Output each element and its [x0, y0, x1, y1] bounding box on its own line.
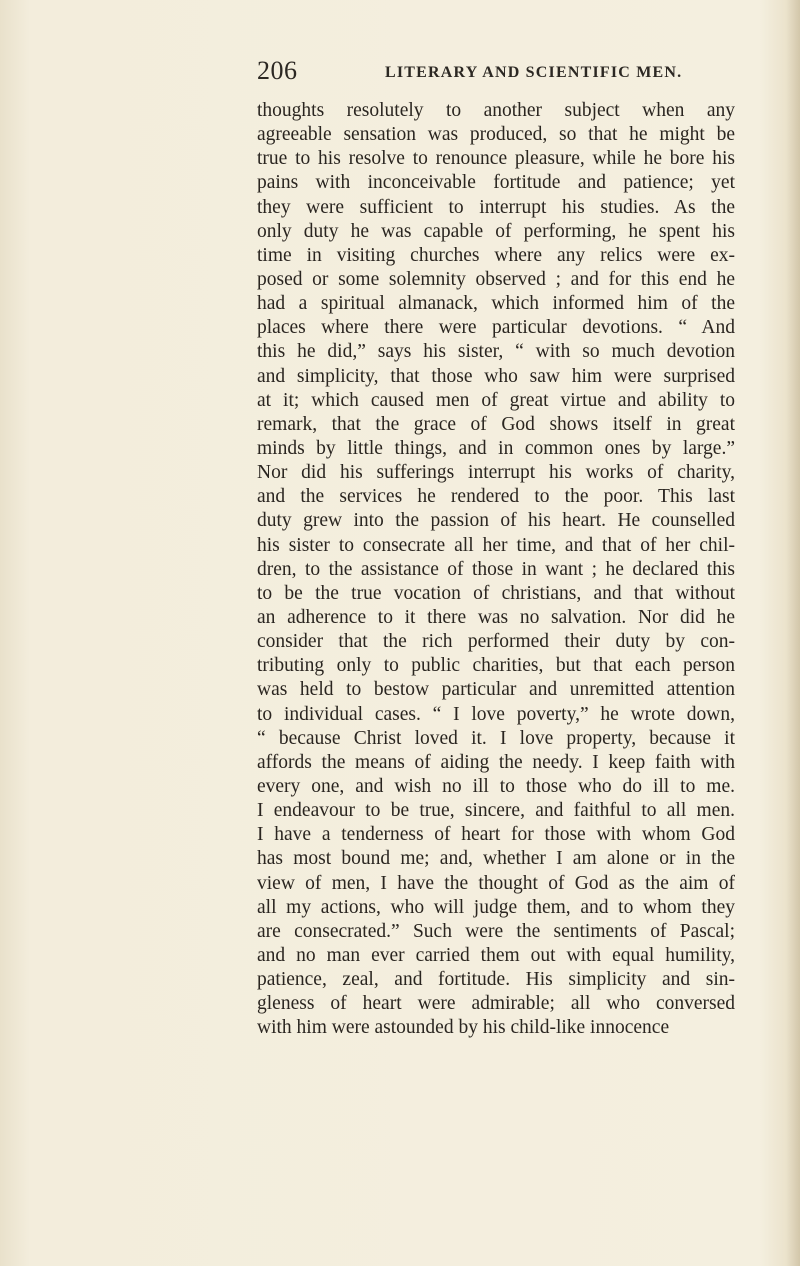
text-line: to be the true vocation of christians, and that without: [257, 582, 735, 604]
text-line: Nor did his sufferings interrupt his works of charity,: [257, 462, 735, 484]
text-line: to individual cases. “ I love poverty,” he wrote down,: [257, 703, 735, 725]
text-line: his sister to consecrate all her time, and that of her chil-: [257, 534, 735, 556]
text-line: agreeable sensation was produced, so that he might be: [257, 124, 735, 146]
text-line: consider that the rich performed their duty by con-: [257, 631, 735, 653]
text-line: affords the means of aiding the needy. I keep faith with: [257, 751, 735, 773]
text-line: time in visiting churches where any relics were ex-: [257, 244, 735, 266]
text-line: minds by little things, and in common ones by large.”: [257, 437, 735, 459]
text-line: has most bound me; and, whether I am alone or in the: [257, 848, 735, 870]
text-line: are consecrated.” Such were the sentiments of Pascal;: [257, 920, 735, 942]
text-line: true to his resolve to renounce pleasure, while he bore his: [257, 148, 735, 170]
text-line: I have a tenderness of heart for those with whom God: [257, 824, 735, 846]
text-line: places where there were particular devotions. “ And: [257, 317, 735, 339]
text-line: all my actions, who will judge them, and to whom they: [257, 896, 735, 918]
text-line: pains with inconceivable fortitude and patience; yet: [257, 172, 735, 194]
text-line: with him were astounded by his child-like innocence: [257, 1017, 670, 1039]
text-line: had a spiritual almanack, which informed him of the: [257, 293, 735, 315]
text-line: at it; which caused men of great virtue and ability to: [257, 389, 735, 411]
text-line: and simplicity, that those who saw him were surprised: [257, 365, 735, 387]
text-line: only duty he was capable of performing, he spent his: [257, 220, 735, 242]
text-line: and the services he rendered to the poor. This last: [257, 486, 735, 508]
text-line: this he did,” says his sister, “ with so much devotion: [257, 341, 735, 363]
page-header: [0, 56, 800, 86]
page-edge-shadow: [786, 0, 800, 1266]
text-line: duty grew into the passion of his heart. He counselled: [257, 510, 735, 532]
text-line: patience, zeal, and fortitude. His simplicity and sin-: [257, 969, 735, 991]
text-line: posed or some solemnity observed ; and for this end he: [257, 268, 735, 290]
body-text: [257, 99, 735, 1040]
text-line: tributing only to public charities, but that each person: [257, 655, 735, 677]
text-line: remark, that the grace of God shows itself in great: [257, 413, 735, 435]
page-number: 206: [257, 56, 298, 85]
text-line: they were sufficient to interrupt his studies. As the: [257, 196, 735, 218]
text-line: an adherence to it there was no salvation. Nor did he: [257, 606, 735, 628]
text-line: “ because Christ loved it. I love property, because it: [257, 727, 735, 749]
text-line: I endeavour to be true, sincere, and faithful to all men.: [257, 800, 735, 822]
text-line: and no man ever carried them out with equal humility,: [257, 944, 735, 966]
text-line: view of men, I have the thought of God as the aim of: [257, 872, 735, 894]
text-line: gleness of heart were admirable; all who conversed: [257, 993, 735, 1015]
text-line: thoughts resolutely to another subject when any: [257, 100, 735, 121]
text-line: was held to bestow particular and unremitted attention: [257, 679, 735, 701]
text-line: dren, to the assistance of those in want ; he declared this: [257, 558, 735, 580]
text-line: every one, and wish no ill to those who do ill to me.: [257, 775, 735, 797]
running-head: LITERARY AND SCIENTIFIC MEN.: [385, 64, 683, 81]
